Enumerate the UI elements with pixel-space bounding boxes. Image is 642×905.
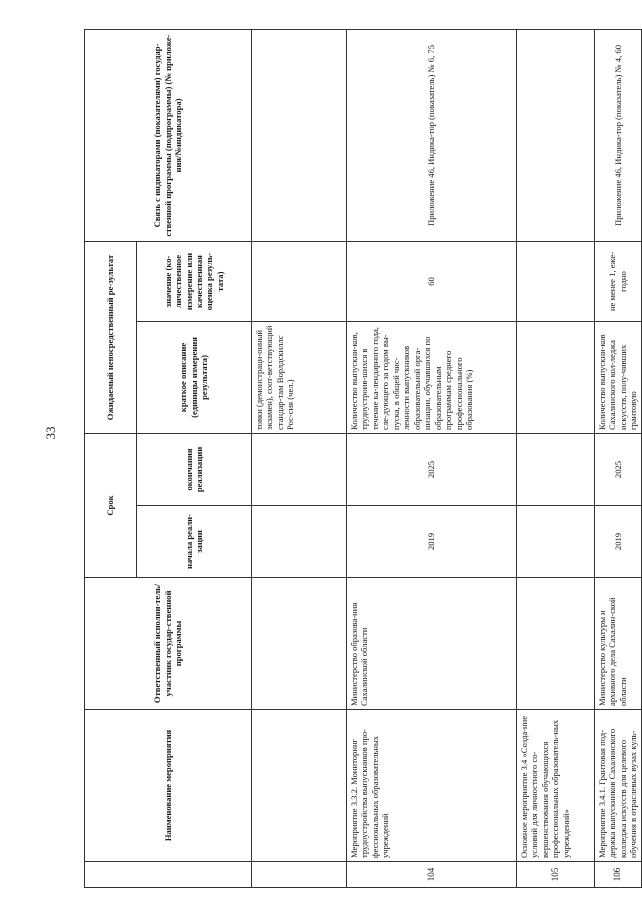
page-number: 33	[43, 426, 58, 440]
header-term: Срок	[85, 433, 137, 577]
row-num	[252, 862, 347, 888]
row-start	[517, 506, 595, 578]
row-desc: Количество выпускни-ков, трудоустроив-шихся в течение ка-лендарного года, сле-дующего за годом вы-пуска, в общей чис-ленности выпускников образовательной орга-низации, обучавшихся по образовательным программам среднего профессионального образования (%)	[347, 321, 517, 433]
table-row	[595, 29, 642, 887]
row-desc	[517, 321, 595, 433]
row-name: Мероприятие 3.4.1. Грантовая под-держка выпускников Сахалинского колледжа искусств для целевого обучения в отраслевых вузах куль-	[595, 710, 642, 862]
row-start: 2019	[347, 506, 517, 578]
header-name: Наименование мероприятия	[85, 710, 252, 862]
rotated-table-frame	[84, 30, 639, 888]
row-executor: Министерство культуры и архивного дела Сахалин-ской области	[595, 578, 642, 710]
header-num-cell	[85, 862, 252, 888]
row-start	[252, 506, 347, 578]
header-term-end: окончания реализации	[137, 433, 252, 505]
row-executor	[252, 578, 347, 710]
row-value: 60	[347, 241, 517, 321]
row-link	[517, 29, 595, 241]
row-name	[252, 710, 347, 862]
header-link: Связь с индикаторами (показателями) государ-ственной программы (подпрограммы) (№ приложе-ния/№индикатора)	[85, 29, 252, 241]
table-row	[347, 29, 517, 887]
document-table-wrapper	[84, 30, 639, 888]
row-end: 2025	[595, 433, 642, 505]
row-value	[252, 241, 347, 321]
row-end	[517, 433, 595, 505]
row-start: 2019	[595, 506, 642, 578]
row-link: Приложение 46, Индика-тор (показатель) № 6, 75	[347, 29, 517, 241]
row-name: Основное мероприятие 3.4 «Созда-ние условий для личностного со-вершенствования обучающихся профессиональных образователь-ных учреждений»	[517, 710, 595, 862]
row-executor	[517, 578, 595, 710]
row-link: Приложение 46, Индика-тор (показатель) № 4, 60	[595, 29, 642, 241]
row-value	[517, 241, 595, 321]
row-num: 106	[595, 862, 642, 888]
row-end	[252, 433, 347, 505]
row-executor: Министерство образова-ния Сахалинской области	[347, 578, 517, 710]
row-num: 104	[347, 862, 517, 888]
table-row	[252, 29, 347, 887]
row-name: Мероприятие 3.3.2. Мониторинг трудоустройства выпускников про-фессиональных образовательных учреждений	[347, 710, 517, 862]
row-link	[252, 29, 347, 241]
header-term-start: начала реали-зации	[137, 506, 252, 578]
row-desc: товки (демонстраци-онный экзамен), соот-ветствующий стандар-там Ворлдскиллс Рос-сия (чел.)	[252, 321, 347, 433]
row-end: 2025	[347, 433, 517, 505]
measures-table	[84, 29, 642, 888]
table-row	[517, 29, 595, 887]
header-expected-value: значение (ко-личественное измерение или качественная оценка резуль-тата)	[137, 241, 252, 321]
row-num: 105	[517, 862, 595, 888]
row-value: не менее 1, еже-годно	[595, 241, 642, 321]
row-desc: Количество выпускни-ков Сахалинского кол-леджа искусств, полу-чивших грантовую	[595, 321, 642, 433]
header-expected-desc: краткое описание (единицы измерения результата)	[137, 321, 252, 433]
header-expected: Ожидаемый непосредственный ре-зультат	[85, 241, 137, 433]
header-executor: Ответственный исполни-тель/участник государ-ственной программы	[85, 578, 252, 710]
